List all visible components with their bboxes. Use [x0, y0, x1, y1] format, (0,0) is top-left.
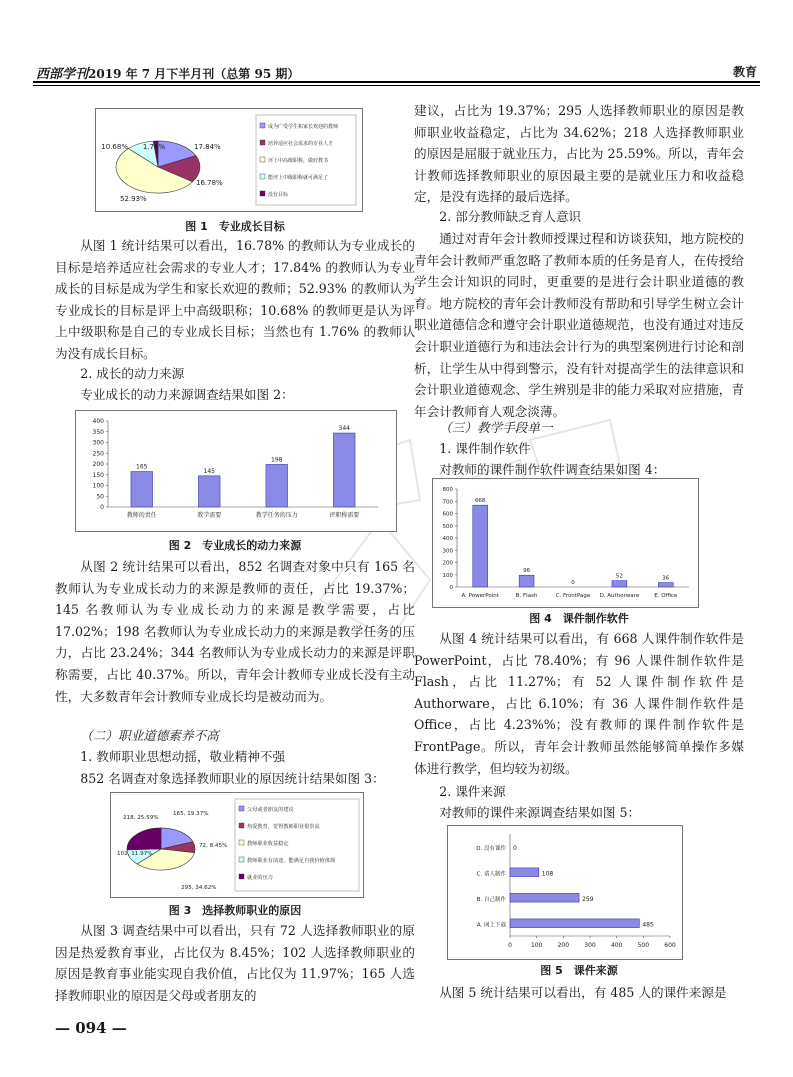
- figure-5-xtick-label: 0: [508, 942, 512, 949]
- figure-5-category-label: D. 没有课件: [476, 846, 506, 853]
- figure-2-ytick-label: 50: [96, 493, 104, 501]
- right-paragraph-1: 建议，占比为 19.37%；295 人选择教师职业的原因是教师职业收益稳定，占比为 34.62%；218 人选择教师职业的原因是屈服于就业压力，占比为 25.59%。所以，青年会计教师选择教师职业的原因最主要的是就业压力和收益稳定，是没有选择的最后选择。: [414, 103, 744, 205]
- figure-3-data-label: 218, 25.59%: [123, 815, 159, 821]
- figure-5-category-label: A. 网上下载: [476, 922, 506, 929]
- figure-3-legend-label: 教师职业收益稳定: [247, 841, 289, 847]
- figure-2-ytick-label: 400: [92, 418, 104, 425]
- figure-4-value-label: 52: [615, 573, 623, 580]
- right-heading-1: 2. 部分教师缺乏育人意识: [439, 209, 582, 224]
- figure-2-ytick-label: 250: [92, 450, 104, 458]
- figure-2-value-label: 344: [338, 425, 350, 433]
- figure-4-bar: [473, 505, 488, 587]
- figure-2-category-label: 评职称需要: [329, 512, 360, 519]
- figure-4-value-label: 668: [474, 498, 486, 505]
- left-paragraph-1: 从图 1 统计结果可以看出，16.78% 的教师认为专业成长的目标是培养适应社会需求的专业人才；17.84% 的教师认为专业成长的目标是成为学生和家长欢迎的教师；52.93% 的教师认为专业成长的目标是评上中高级职称；10.68% 的教师更是认为评上中级职称是自己的专业成长目标；当然也有 1.76% 的教师认为没有成长目标。: [55, 238, 415, 361]
- figure-3-legend-label: 热爱教育，觉得教师职业很崇高: [247, 824, 320, 830]
- figure-5-value-label: 0: [513, 845, 517, 853]
- figure-1-chart: [95, 108, 363, 212]
- figure-2-ytick-label: 150: [92, 471, 104, 479]
- page-number: — 094 —: [55, 1019, 127, 1037]
- issue-info: 2019 年 7 月下半月刊（总第 95 期）: [88, 67, 300, 81]
- figure-4-value-label: 96: [523, 568, 531, 575]
- figure-3-chart: [110, 792, 364, 898]
- figure-5-xtick-label: 300: [584, 942, 596, 949]
- figure-2-ytick-label: 300: [92, 439, 104, 447]
- figure-3-legend-swatch: [239, 806, 244, 811]
- figure-3-data-label: 295, 34.62%: [181, 885, 217, 891]
- right-paragraph-6: 从图 5 统计结果可以看出，有 485 人的课件来源是: [439, 985, 727, 1000]
- figure-4-ytick-label: 600: [442, 511, 453, 518]
- figure-2-bar: [198, 476, 220, 507]
- header-rule: [33, 81, 760, 83]
- figure-2-category-label: 教师的责任: [126, 512, 157, 519]
- figure-4-category-label: C. FrontPage: [555, 593, 591, 599]
- figure-4-bar: [519, 575, 534, 587]
- figure-1-legend-label: 培养适应社会需求的专业人才: [268, 141, 334, 147]
- magazine-name: 西部学刊: [36, 67, 89, 82]
- figure-3-legend-label: 教师职业有前途，能满足自我价值体现: [247, 858, 336, 864]
- figure-1-legend-label: 成为广受学生和家长欢迎的教师: [268, 124, 339, 130]
- figure-3-legend-swatch: [239, 874, 244, 879]
- figure-5-value-label: 108: [541, 870, 554, 878]
- figure-5-bar: [510, 919, 639, 928]
- left-paragraph-2: 专业成长的动力来源调查结果如图 2：: [80, 387, 294, 402]
- figure-3-caption: 图 3 选择教师职业的原因: [168, 904, 302, 917]
- figure-4-ytick-label: 200: [442, 560, 453, 567]
- figure-5-xtick-label: 400: [610, 942, 623, 949]
- figure-2-value-label: 198: [271, 456, 283, 464]
- figure-2-bar: [131, 472, 153, 507]
- left-paragraph-4: 852 名调查对象选择教师职业的原因统计结果如图 3：: [80, 771, 385, 786]
- figure-3-data-label: 165, 19.37%: [173, 811, 209, 817]
- figure-1-legend-swatch: [260, 191, 265, 196]
- right-paragraph-5: 对教师的课件来源调查结果如图 5：: [439, 805, 641, 820]
- figure-2-ytick-label: 100: [92, 482, 104, 490]
- figure-3-legend-label: 就业的压力: [247, 875, 273, 881]
- figure-4-bar: [612, 581, 627, 587]
- figure-2-ytick-label: 200: [92, 461, 104, 468]
- figure-2-bar: [333, 433, 355, 507]
- right-heading-2: （三）教学手段单一: [439, 420, 553, 435]
- figure-5-category-label: C. 请人制作: [476, 871, 506, 878]
- figure-5-caption: 图 5 课件来源: [540, 964, 618, 977]
- section-name: 教育: [732, 65, 757, 79]
- figure-2-chart: [75, 410, 397, 532]
- figure-4-caption: 图 4 课件制作软件: [529, 612, 629, 625]
- figure-2-category-label: 教学需要: [197, 512, 222, 519]
- figure-4-category-label: A. PowerPoint: [461, 593, 499, 599]
- figure-3-slice: [127, 828, 161, 850]
- figure-1-data-label: 1.76%: [142, 143, 166, 151]
- figure-5-bar: [510, 893, 579, 902]
- figure-4-bar: [658, 583, 673, 587]
- figure-4-value-label: 0: [571, 580, 575, 586]
- figure-4-ytick-label: 500: [442, 523, 453, 530]
- figure-2-caption: 图 2 专业成长的动力来源: [168, 539, 302, 552]
- figure-1-legend-swatch: [260, 140, 265, 145]
- figure-1-caption: 图 1 专业成长目标: [185, 220, 285, 233]
- figure-1-legend-label: 能评上中级职称就可满足了: [268, 175, 329, 181]
- left-paragraph-3: 从图 2 统计结果可以看出，852 名调查对象中只有 165 名教师认为专业成长动力的来源是教师的责任，占比 19.37%；145 名教师认为专业成长动力的来源是教学需要，占比 17.02%；198 名教师认为专业成长动力的来源是教学任务的压力，占比 23.24%；344 名教师认为专业成长动力的来源是评职称需要，占比 40.37%。所以，青年会计教师专业成长没有主动性，大多数青年会计教师专业成长均是被动而为。: [55, 559, 415, 704]
- left-heading-1: 2. 成长的动力来源: [80, 366, 185, 381]
- figure-1-data-label: 17.84%: [194, 143, 221, 151]
- figure-4-ytick-label: 400: [442, 536, 453, 542]
- right-paragraph-4: 从图 4 统计结果可以看出，有 668 人课件制作软件是 PowerPoint，占比 78.40%；有 96 人课件制作软件是 Flash，占比 11.27%；有 52 人课件制作软件是 Authorware，占比 6.10%；有 36 人课件制作软件是 Office，占比 4.23%%；没有教师的课件制作软件是 FrontPage。所以，青年会计教师虽然能够简单操作多媒体进行教学，但均较为初级。: [414, 631, 744, 776]
- figure-4-ytick-label: 800: [442, 487, 453, 493]
- figure-2-value-label: 145: [203, 467, 215, 475]
- figure-1-legend-swatch: [260, 174, 265, 179]
- running-header-left: [36, 63, 299, 82]
- figure-4-ytick-label: 300: [442, 548, 453, 555]
- figure-3-legend-swatch: [239, 840, 244, 845]
- figure-3-data-label: 102, 11.97%: [117, 851, 153, 857]
- figure-5-xtick-label: 600: [664, 942, 676, 949]
- figure-1-legend-swatch: [260, 157, 265, 162]
- figure-4-ytick-label: 700: [442, 499, 453, 506]
- figure-1-data-label: 10.68%: [101, 143, 128, 151]
- figure-1-legend-swatch: [260, 123, 265, 128]
- figure-1-data-label: 16.78%: [196, 179, 223, 187]
- header-rule-thin: [33, 85, 760, 86]
- left-paragraph-5: 从图 3 调查结果中可以看出，只有 72 人选择教师职业的原因是热爱教育事业，占比仅为 8.45%；102 人选择教师职业的原因是教育事业能实现自我价值，占比仅为 11.97%；165 人选择教师职业的原因是父母或者朋友的: [55, 923, 415, 1003]
- figure-5-xtick-label: 500: [637, 942, 650, 949]
- right-heading-3: 1. 课件制作软件: [439, 441, 531, 456]
- figure-4-category-label: E. Office: [654, 593, 678, 599]
- left-heading-2: （二）职业道德素养不高: [80, 728, 219, 743]
- right-heading-4: 2. 课件来源: [439, 784, 506, 799]
- figure-1-legend-label: 没有目标: [268, 192, 289, 198]
- figure-4-value-label: 36: [662, 575, 670, 582]
- figure-3-legend-swatch: [239, 823, 244, 828]
- figure-5-xtick-label: 200: [557, 942, 570, 949]
- right-paragraph-2: 通过对青年会计教师授课过程和访谈获知，地方院校的青年会计教师严重忽略了教师本质的任务是育人，在传授给学生会计知识的同时，更重要的是进行会计职业道德的教育。地方院校的青年会计教师没有帮助和引导学生树立会计职业道德信念和遵守会计职业道德规范，也没有通过对违反会计职业道德行为和违法会计行为的典型案例进行讨论和剖析，让学生从中得到警示，没有针对提高学生的法律意识和会计职业道德观念、学生辨别是非的能力采取对应措施，青年会计教师育人观念淡薄。: [414, 231, 744, 419]
- figure-5-chart: [447, 825, 683, 960]
- right-paragraph-3: 对教师的课件制作软件调查结果如图 4：: [439, 462, 666, 477]
- figure-2-ytick-label: 350: [92, 428, 104, 436]
- figure-2-ytick-label: 0: [100, 504, 104, 511]
- figure-1-legend-label: 评上中高级职称，做好教书: [268, 158, 329, 164]
- figure-4-ytick-label: 100: [442, 572, 453, 579]
- figure-1-data-label: 52.93%: [120, 195, 147, 203]
- figure-2-value-label: 165: [136, 463, 148, 471]
- figure-3-legend-label: 父母或者朋友的建议: [247, 807, 294, 813]
- figure-3-data-label: 72, 8.45%: [199, 843, 228, 849]
- figure-5-value-label: 259: [582, 896, 594, 904]
- figure-2-category-label: 教学任务的压力: [255, 512, 298, 519]
- figure-5-xtick-label: 100: [530, 942, 543, 949]
- figure-5-bar: [510, 868, 539, 877]
- left-heading-3: 1. 教师职业思想动摇，敬业精神不强: [80, 749, 286, 764]
- figure-5-category-label: B. 自己制作: [476, 897, 506, 904]
- figure-3-legend-swatch: [239, 857, 244, 862]
- figure-4-category-label: B. Flash: [515, 593, 538, 599]
- figure-4-chart: [432, 478, 699, 608]
- figure-5-value-label: 485: [642, 921, 654, 929]
- figure-4-ytick-label: 0: [449, 585, 453, 591]
- figure-2-bar: [266, 464, 288, 507]
- figure-4-category-label: D. Authorware: [599, 593, 640, 599]
